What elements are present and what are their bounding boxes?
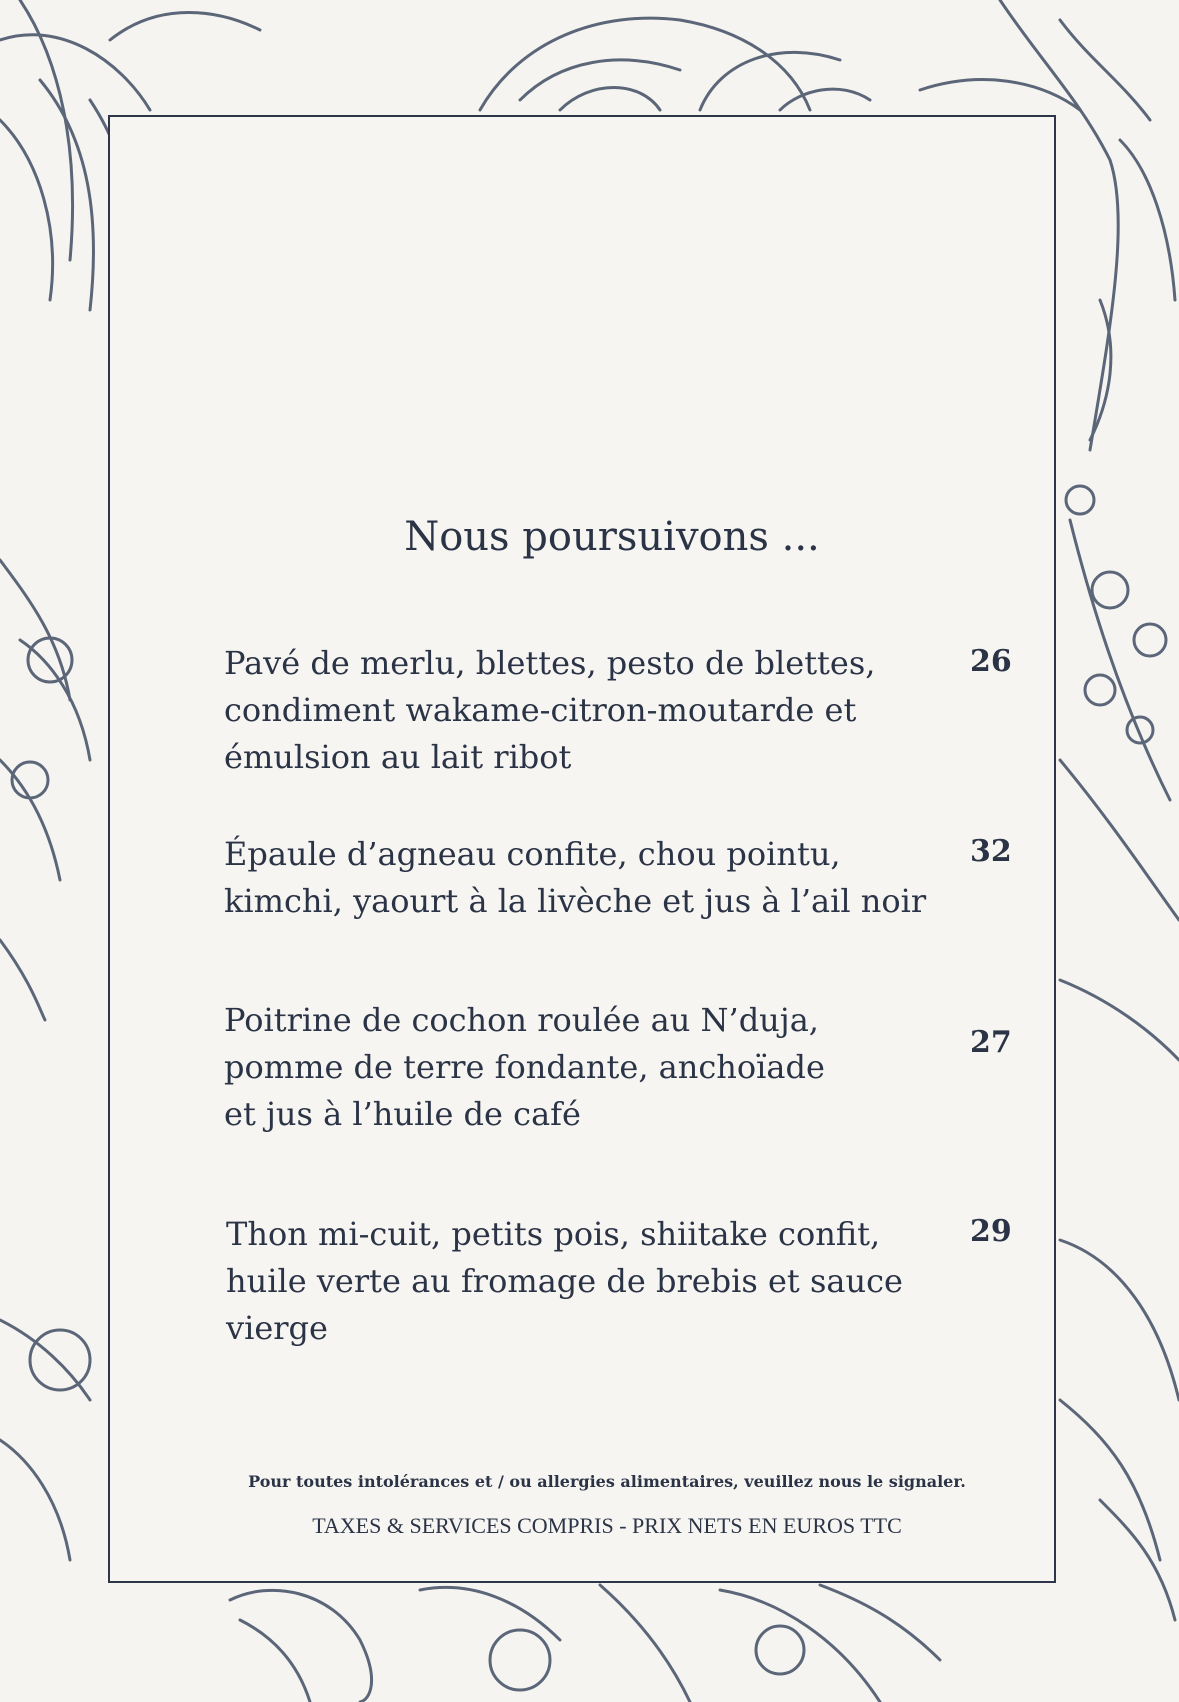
menu-section-title: Nous poursuivons ... <box>404 514 820 561</box>
dish-price: 29 <box>970 1214 1012 1249</box>
dish-price: 26 <box>970 644 1012 679</box>
menu-card <box>108 115 1056 1583</box>
menu-item <box>226 1211 946 1352</box>
dish-description-line: Pavé de merlu, blettes, pesto de blettes, <box>224 644 876 682</box>
dish-description-line: huile verte au fromage de brebis et sauce <box>226 1262 903 1300</box>
dish-description-line: Épaule d’agneau confite, chou pointu, <box>224 835 841 873</box>
wildflower-icon <box>1060 486 1179 1620</box>
dish-description-line: vierge <box>226 1309 328 1347</box>
dish-description-line: kimchi, yaourt à la livèche et jus à l’ail noir <box>224 882 927 920</box>
dish-description-line: condiment wakame-citron-moutarde et <box>224 691 857 729</box>
dish-description-line: pomme de terre fondante, anchoïade <box>224 1048 825 1086</box>
menu-item <box>224 997 944 1138</box>
taxes-notice: TAXES & SERVICES COMPRIS - PRIX NETS EN EUROS TTC <box>312 1513 902 1538</box>
menu-item <box>224 640 944 781</box>
peony-icon <box>230 1585 940 1702</box>
flower-icon <box>480 18 870 110</box>
dish-description-line: émulsion au lait ribot <box>224 738 572 776</box>
menu-item <box>224 831 944 925</box>
dish-description-line: et jus à l’huile de café <box>224 1095 581 1133</box>
allergy-notice: Pour toutes intolérances et / ou allergies alimentaires, veuillez nous le signaler. <box>248 1472 966 1491</box>
dish-description-line: Poitrine de cochon roulée au N’duja, <box>224 1001 819 1039</box>
dish-price: 27 <box>970 1025 1012 1060</box>
orchid-icon <box>0 560 90 1560</box>
dish-description-line: Thon mi-cuit, petits pois, shiitake confit, <box>226 1215 881 1253</box>
dish-price: 32 <box>970 834 1012 869</box>
